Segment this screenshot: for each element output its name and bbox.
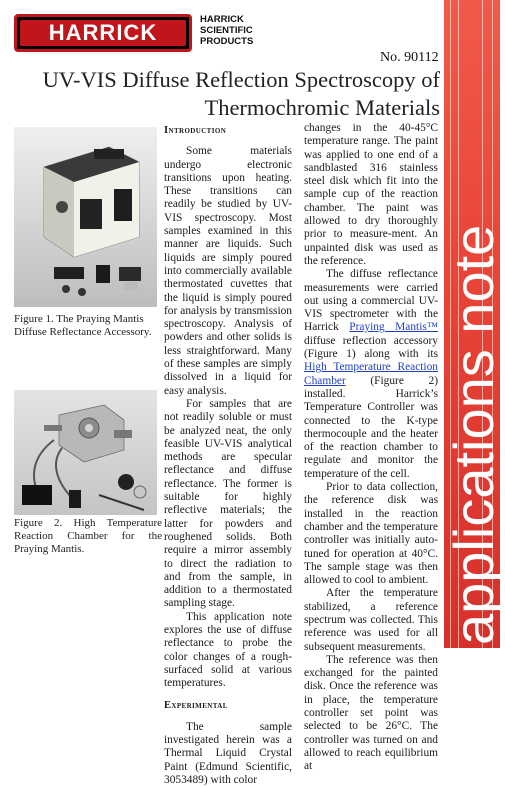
high-temperature-reaction-chamber-link[interactable]: High Temperature Reaction Chamber: [304, 361, 438, 387]
body-paragraph: The reference was then exchanged for the painted disk. Once the reference was in place, the temperature controller set point was selected to be 26°C. The controller was turned on and allowed to reach equilibrium at: [304, 653, 438, 773]
logo-wordmark: HARRICK: [48, 20, 158, 45]
company-name-line: HARRICK: [200, 14, 244, 25]
introduction-heading: Introduction: [164, 125, 227, 136]
introduction-paragraph: Some materials undergo electronic transitions upon heating. These transitions can readily be studied by UV-VIS spectroscopy. Most samples examined in this manner are liquids. Such liquids are simply poured into commercially available thermostated cuvettes that the liquid is simply poured for analysis by transmission spectroscopy. Analysis of powders and other solids is less straightforward. Many of these samples are simply dissolved in a liquid for easy analysis.: [164, 145, 292, 397]
banner-label: applications note: [442, 224, 505, 645]
company-name-line: PRODUCTS: [200, 36, 254, 47]
title-line: UV-VIS Diffuse Reflection Spectroscopy of: [42, 67, 440, 92]
title-line: Thermochromic Materials: [204, 95, 440, 120]
body-paragraph: changes in the 40-45°C temperature range. The paint was applied to one end of a sandblasted 316 stainless steel disk which fit into the sample cup of the reaction chamber. The paint was allowed to dry thoroughly prior to measure-ment. An unpainted disk was used as the reference.: [304, 122, 438, 267]
body-text: diffuse reflection accessory (Figure 1) along with its: [304, 334, 438, 361]
document-number: No. 90112: [380, 50, 439, 65]
praying-mantis-link[interactable]: Praying Mantis™: [349, 321, 438, 334]
body-paragraph: Prior to data collection, the reference disk was installed in the reaction chamber and the temperature controller was initially auto-tuned for operation at 40°C. The sample stage was then allowed to cool to ambient.: [304, 481, 438, 587]
praying-mantis-accessory-photo: [14, 127, 157, 307]
company-name-line: SCIENTIFIC: [200, 25, 253, 36]
body-paragraph: [304, 268, 438, 481]
introduction-paragraph: For samples that are not readily soluble or must be analyzed neat, the only feasible UV-VIS analytical methods are specular reflectance and diffuse reflectance. The former is suitable for highly reflective materials; the latter for powders and roughened solids. Both require a mirror assembly to direct the radiation to and from the sample, in addition to a thermostated sampling stage.: [164, 397, 292, 610]
reaction-chamber-photo: [14, 390, 157, 515]
experimental-paragraph: The sample investigated herein was a Thermal Liquid Crystal Paint (Edmund Scientific, 3053489) with color: [164, 720, 292, 786]
company-name: [200, 14, 320, 47]
figure-2-caption: Figure 2. High Temperature Reaction Chamber for the Praying Mantis.: [14, 517, 162, 555]
applications-note-banner: [442, 0, 505, 648]
introduction-paragraph: This application note explores the use of diffuse reflectance to probe the color changes of a rough-surfaced solid at various temperatures.: [164, 610, 292, 690]
experimental-heading: Experimental: [164, 700, 228, 712]
middle-column: [164, 124, 292, 787]
harrick-logo: [14, 14, 192, 52]
body-paragraph: After the temperature stabilized, a reference spectrum was collected. This reference was used for all subsequent measurements.: [304, 587, 438, 653]
body-text: (Figure 2) installed. Harrick’s Temperature Controller was connected to the K-type thermocouple and the heater of the reaction chamber to regulate and monitor the temperature of the cell.: [304, 374, 438, 480]
body-text: The diffuse reflectance measurements were carried out using a commercial UV-VIS spectrometer with the Harrick: [304, 268, 438, 334]
document-title: [14, 66, 440, 122]
figure-1-caption: Figure 1. The Praying Mantis Diffuse Reflectance Accessory.: [14, 313, 152, 338]
right-column: [304, 122, 438, 774]
